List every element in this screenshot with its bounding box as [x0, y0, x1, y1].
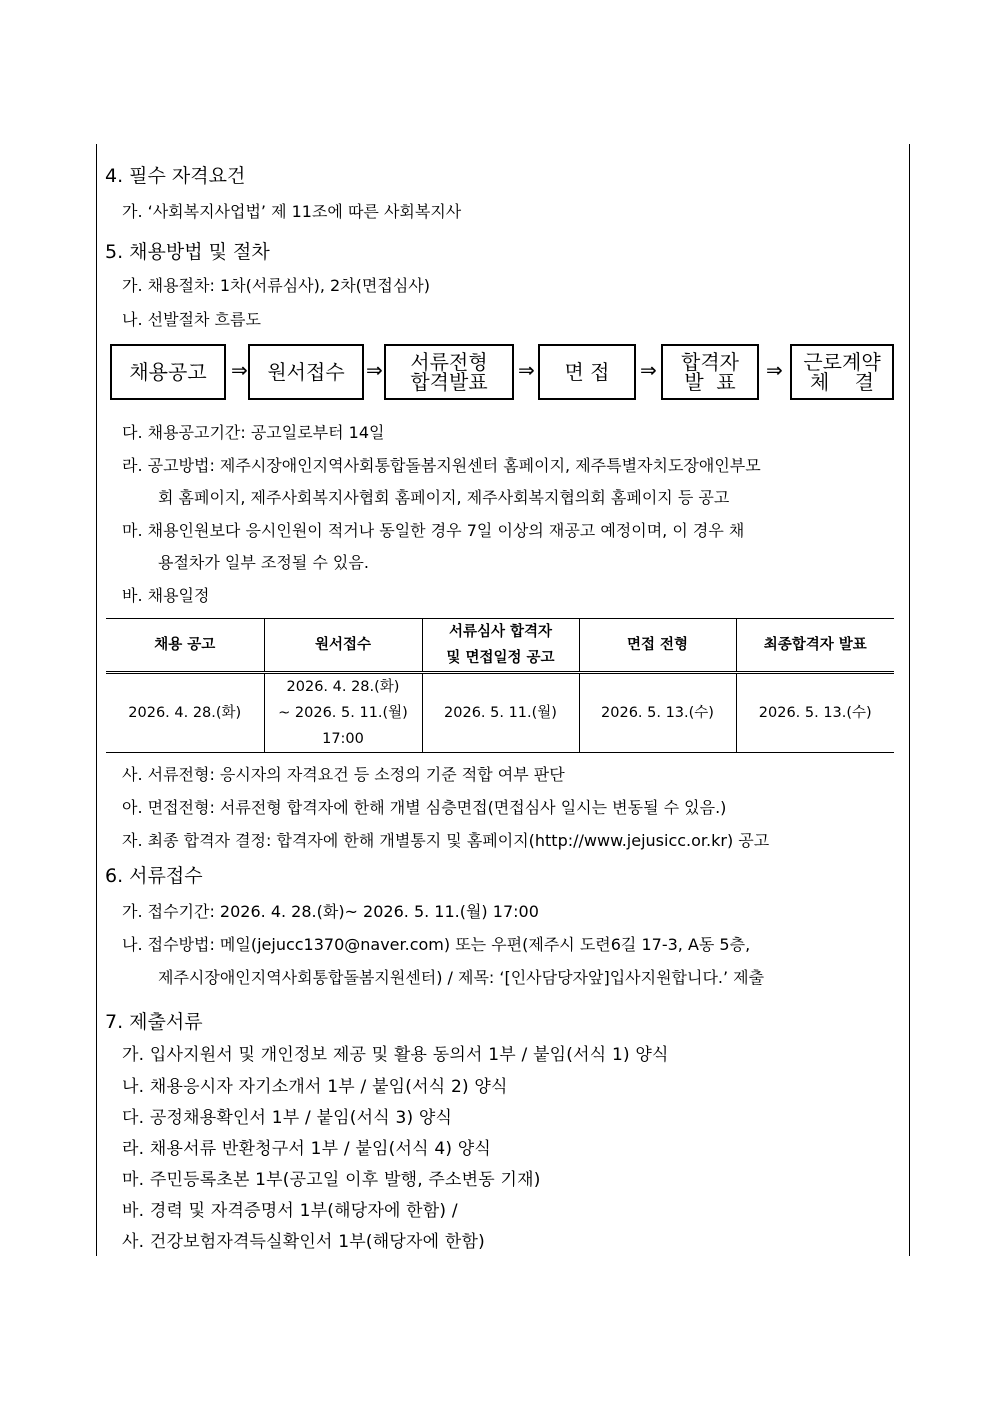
flow-step-announcement — [110, 344, 226, 400]
table-header-row — [106, 619, 894, 673]
cell-line: 17:00 — [322, 731, 364, 747]
header-final-result: 최종합격자 발표 — [736, 619, 894, 673]
section-5-item-ra-line2: 회 홈페이지, 제주사회복지사협회 홈페이지, 제주사회복지협의회 홈페이지 등 공고 — [158, 488, 730, 507]
section-5-item-na: 나. 선발절차 흐름도 — [122, 310, 261, 329]
cell-line: ~ 2026. 5. 11.(월) — [278, 705, 408, 721]
header-application: 원서접수 — [264, 619, 422, 673]
section-5-item-ga: 가. 채용절차: 1차(서류심사), 2차(면접심사) — [122, 276, 430, 295]
cell-line: 2026. 4. 28.(화) — [286, 679, 400, 695]
header-announcement: 채용 공고 — [106, 619, 264, 673]
section-6-item-ga: 가. 접수기간: 2026. 4. 28.(화)~ 2026. 5. 11.(월) 17:00 — [122, 902, 539, 921]
cell-interview-date: 2026. 5. 13.(수) — [579, 673, 736, 753]
section-5-item-ra-line1: 라. 공고방법: 제주시장애인지역사회통합돌봄지원센터 홈페이지, 제주특별자치도장애인부모 — [122, 456, 761, 475]
section-7-item-ba: 바. 경력 및 자격증명서 1부(해당자에 한함) / — [122, 1201, 458, 1221]
section-5-title: 5. 채용방법 및 절차 — [105, 241, 270, 263]
cell-final-result-date: 2026. 5. 13.(수) — [758, 705, 872, 721]
section-7-item-na: 나. 채용응시자 자기소개서 1부 / 붙임(서식 2) 양식 — [122, 1077, 508, 1097]
section-7-title: 7. 제출서류 — [105, 1011, 203, 1033]
header-line: 서류심사 합격자 — [448, 624, 553, 640]
flow-arrow-icon: ⇒ — [518, 358, 535, 382]
header-line: 및 면접일정 공고 — [446, 650, 555, 666]
section-5-item-a: 아. 면접전형: 서류전형 합격자에 한해 개별 심층면접(면접심사 일시는 변동될 수 있음.) — [122, 798, 727, 817]
section-4-title: 4. 필수 자격요건 — [105, 165, 246, 187]
section-6-item-na-line2: 제주시장애인지역사회통합돌봄지원센터) / 제목: ‘[인사담당자앞]입사지원합니다.’ 제출 — [158, 968, 765, 987]
section-6-title: 6. 서류접수 — [105, 865, 203, 887]
section-7-item-da: 다. 공정채용확인서 1부 / 붙임(서식 3) 양식 — [122, 1108, 453, 1128]
flow-step-label: 합격발표 — [410, 370, 488, 394]
table-row — [106, 673, 894, 753]
section-5-item-ba: 바. 채용일정 — [122, 586, 210, 605]
section-6-item-na-line1: 나. 접수방법: 메일(jejucc1370@naver.com) 또는 우편(제주시 도련6길 17-3, A동 5층, — [122, 935, 751, 954]
section-5-item-sa: 사. 서류전형: 응시자의 자격요건 등 소정의 기준 적합 여부 판단 — [122, 765, 565, 784]
flow-arrow-icon: ⇒ — [640, 358, 657, 382]
flow-arrow-icon: ⇒ — [231, 358, 248, 382]
section-7-item-ma: 마. 주민등록초본 1부(공고일 이후 발행, 주소변동 기재) — [122, 1170, 541, 1190]
flow-step-label: 체 결 — [809, 370, 875, 394]
flow-arrow-icon: ⇒ — [766, 358, 783, 382]
flow-step-interview — [538, 344, 636, 400]
section-7-item-sa: 사. 건강보험자격득실확인서 1부(해당자에 한함) — [122, 1232, 485, 1252]
flow-step-label: 합격자 — [681, 350, 739, 374]
header-document-result — [422, 619, 579, 673]
section-5-item-ja: 자. 최종 합격자 결정: 합격자에 한해 개별통지 및 홈페이지(http://www.jejusicc.or.kr) 공고 — [122, 831, 770, 850]
flow-step-application — [248, 344, 364, 400]
selection-flowchart — [110, 344, 896, 404]
flow-step-contract — [790, 344, 894, 400]
flow-step-label: 채용공고 — [129, 360, 207, 384]
section-7-item-ra: 라. 채용서류 반환청구서 1부 / 붙임(서식 4) 양식 — [122, 1139, 492, 1159]
flow-step-label: 서류전형 — [410, 350, 488, 374]
section-5-item-da: 다. 채용공고기간: 공고일로부터 14일 — [122, 423, 385, 442]
flow-step-successful-candidates — [661, 344, 759, 400]
cell-document-result-date: 2026. 5. 11.(월) — [422, 673, 579, 753]
flow-step-label: 발 표 — [684, 370, 736, 394]
header-interview: 면접 전형 — [579, 619, 736, 673]
flow-arrow-icon: ⇒ — [366, 358, 383, 382]
flow-step-label: 원서접수 — [267, 360, 345, 384]
section-5-item-ma-line1: 마. 채용인원보다 응시인원이 적거나 동일한 경우 7일 이상의 재공고 예정이며, 이 경우 채 — [122, 521, 745, 540]
section-5-item-ma-line2: 용절차가 일부 조정될 수 있음. — [158, 553, 369, 572]
cell-application-period — [264, 673, 422, 753]
section-4-item-ga: 가. ‘사회복지사업법’ 제 11조에 따른 사회복지사 — [122, 202, 462, 221]
flow-step-label: 근로계약 — [803, 350, 881, 374]
section-7-item-ga: 가. 입사지원서 및 개인정보 제공 및 활용 동의서 1부 / 붙임(서식 1) 양식 — [122, 1045, 669, 1065]
flow-step-document-screening — [384, 344, 514, 400]
cell-announcement-date: 2026. 4. 28.(화) — [106, 673, 264, 753]
schedule-table — [106, 618, 894, 753]
flow-step-label: 면 접 — [564, 360, 610, 384]
